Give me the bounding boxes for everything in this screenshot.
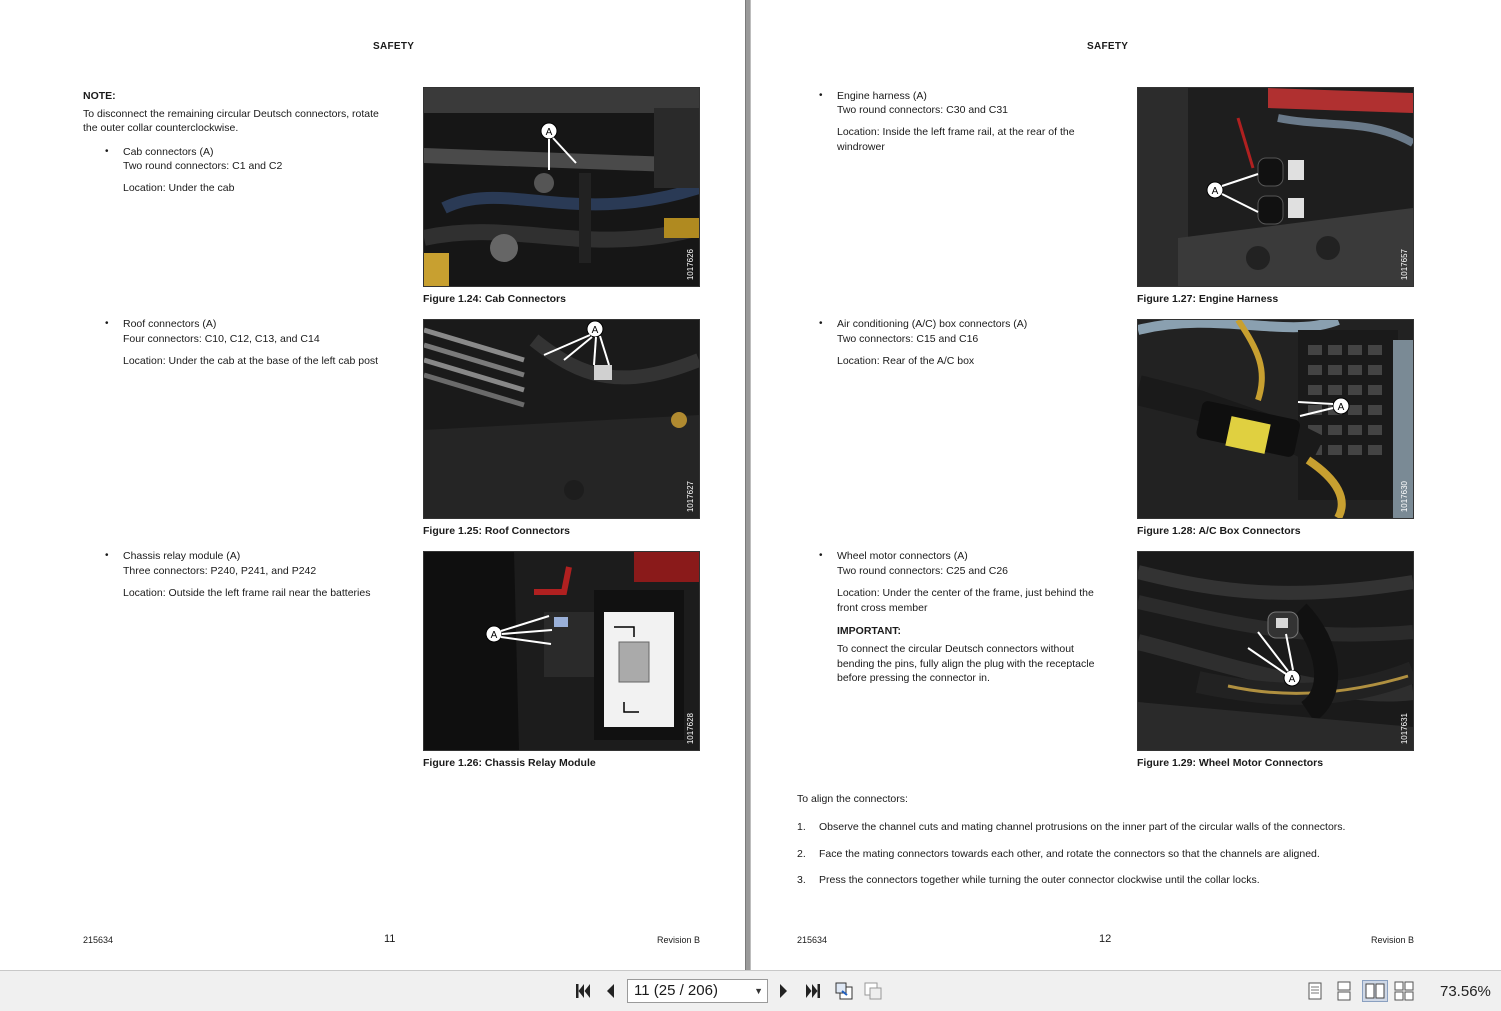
first-page-icon bbox=[574, 982, 592, 1000]
page-number: 11 bbox=[384, 933, 396, 945]
footer-doc-number: 215634 bbox=[83, 935, 114, 945]
item-location: Location: Outside the left frame rail near the batteries bbox=[123, 587, 371, 599]
item-detail: Four connectors: C10, C12, C13, and C14 bbox=[123, 333, 320, 345]
figure-id: 1017627 bbox=[686, 480, 695, 512]
dropdown-arrow-icon: ▼ bbox=[754, 986, 763, 996]
footer-doc-number: 215634 bbox=[797, 935, 828, 945]
continuous-facing-icon bbox=[1394, 981, 1414, 1001]
previous-page-button[interactable] bbox=[599, 980, 621, 1002]
callout-text: A bbox=[490, 630, 498, 641]
step-number: 3. bbox=[797, 874, 806, 886]
important-line: before pressing the connector in. bbox=[837, 672, 990, 684]
item-title: Engine harness (A) bbox=[837, 90, 927, 102]
callout-text: A bbox=[545, 127, 553, 138]
first-page-button[interactable] bbox=[572, 980, 594, 1002]
important-line: To connect the circular Deutsch connectors without bbox=[837, 643, 1074, 655]
note-line: To disconnect the remaining circular Deutsch connectors, rotate bbox=[83, 108, 379, 120]
next-view-button[interactable] bbox=[862, 980, 884, 1002]
left-page bbox=[0, 0, 745, 970]
figure-roof-connectors bbox=[423, 319, 700, 519]
step-number: 2. bbox=[797, 848, 806, 860]
next-page-icon bbox=[776, 982, 792, 1000]
bullet: • bbox=[105, 550, 109, 561]
figure-caption: Figure 1.29: Wheel Motor Connectors bbox=[1137, 757, 1324, 769]
page-number-value: 11 (25 / 206) bbox=[634, 982, 718, 999]
last-page-icon bbox=[804, 982, 822, 1000]
item-detail: Two round connectors: C30 and C31 bbox=[837, 104, 1009, 116]
bullet: • bbox=[819, 550, 823, 561]
single-page-view-button[interactable] bbox=[1304, 980, 1326, 1002]
facing-view-button[interactable] bbox=[1362, 980, 1388, 1002]
right-page bbox=[751, 0, 1501, 970]
item-title: Wheel motor connectors (A) bbox=[837, 550, 968, 562]
step-text: Observe the channel cuts and mating channel protrusions on the inner part of the circular walls of the connectors. bbox=[819, 821, 1346, 833]
wheel-motor-photo bbox=[1138, 552, 1413, 750]
previous-view-button[interactable] bbox=[833, 980, 855, 1002]
figure-chassis-relay-module bbox=[423, 551, 700, 751]
continuous-facing-view-button[interactable] bbox=[1393, 980, 1415, 1002]
figure-ac-box-connectors bbox=[1137, 319, 1414, 519]
item-detail: Two connectors: C15 and C16 bbox=[837, 333, 979, 345]
bullet: • bbox=[105, 146, 109, 157]
step-text: Press the connectors together while turning the outer connector clockwise until the collar locks. bbox=[819, 874, 1260, 886]
figure-id: 1017631 bbox=[1400, 712, 1409, 744]
last-page-button[interactable] bbox=[802, 980, 824, 1002]
item-location: front cross member bbox=[837, 602, 928, 614]
zoom-level[interactable]: 73.56% bbox=[1440, 983, 1491, 1000]
align-intro: To align the connectors: bbox=[797, 793, 908, 805]
item-title: Roof connectors (A) bbox=[123, 318, 217, 330]
next-view-icon bbox=[863, 981, 883, 1001]
figure-wheel-motor-connectors bbox=[1137, 551, 1414, 751]
continuous-view-button[interactable] bbox=[1333, 980, 1355, 1002]
facing-icon bbox=[1365, 982, 1385, 1000]
item-location: Location: Under the cab at the base of the left cab post bbox=[123, 355, 379, 367]
figure-cab-connectors bbox=[423, 87, 700, 287]
item-detail: Three connectors: P240, P241, and P242 bbox=[123, 565, 317, 577]
ac-box-photo bbox=[1138, 320, 1413, 518]
item-detail: Two round connectors: C1 and C2 bbox=[123, 160, 283, 172]
figure-engine-harness bbox=[1137, 87, 1414, 287]
figure-id: 1017626 bbox=[686, 248, 695, 280]
cab-connectors-photo bbox=[424, 88, 699, 286]
next-page-button[interactable] bbox=[773, 980, 795, 1002]
callout-text: A bbox=[1337, 402, 1345, 413]
item-title: Cab connectors (A) bbox=[123, 146, 214, 158]
single-page-icon bbox=[1307, 981, 1323, 1001]
engine-harness-photo bbox=[1138, 88, 1413, 286]
viewer-toolbar bbox=[0, 970, 1501, 1011]
note-line: the outer collar counterclockwise. bbox=[83, 122, 239, 134]
callout-text: A bbox=[591, 325, 599, 336]
important-label: IMPORTANT: bbox=[837, 625, 901, 637]
item-location: Location: Rear of the A/C box bbox=[837, 355, 975, 367]
callout-text: A bbox=[1211, 186, 1219, 197]
step-number: 1. bbox=[797, 821, 806, 833]
previous-view-icon bbox=[834, 981, 854, 1001]
figure-caption: Figure 1.24: Cab Connectors bbox=[423, 293, 566, 305]
figure-caption: Figure 1.27: Engine Harness bbox=[1137, 293, 1279, 305]
figure-caption: Figure 1.28: A/C Box Connectors bbox=[1137, 525, 1301, 537]
bullet: • bbox=[105, 318, 109, 329]
important-line: bending the pins, fully align the plug with the receptacle bbox=[837, 658, 1095, 670]
bullet: • bbox=[819, 90, 823, 101]
chassis-relay-photo bbox=[424, 552, 699, 750]
item-detail: Two round connectors: C25 and C26 bbox=[837, 565, 1009, 577]
figure-id: 1017630 bbox=[1400, 480, 1409, 512]
page-number: 12 bbox=[1099, 933, 1112, 945]
page-header: SAFETY bbox=[373, 41, 415, 52]
roof-connectors-photo bbox=[424, 320, 699, 518]
figure-caption: Figure 1.26: Chassis Relay Module bbox=[423, 757, 596, 769]
page-number-field[interactable] bbox=[627, 979, 768, 1003]
item-location: Location: Under the cab bbox=[123, 182, 235, 194]
item-location: windrower bbox=[837, 141, 885, 153]
figure-id: 1017657 bbox=[1400, 248, 1409, 280]
figure-id: 1017628 bbox=[686, 712, 695, 744]
callout-text: A bbox=[1288, 674, 1296, 685]
bullet: • bbox=[819, 318, 823, 329]
continuous-icon bbox=[1336, 981, 1352, 1001]
note-label: NOTE: bbox=[83, 90, 116, 102]
item-title: Air conditioning (A/C) box connectors (A) bbox=[837, 318, 1028, 330]
page-header: SAFETY bbox=[1087, 41, 1129, 52]
item-title: Chassis relay module (A) bbox=[123, 550, 241, 562]
figure-caption: Figure 1.25: Roof Connectors bbox=[423, 525, 571, 537]
item-location: Location: Inside the left frame rail, at the rear of the bbox=[837, 126, 1075, 138]
footer-revision: Revision B bbox=[657, 935, 701, 945]
item-location: Location: Under the center of the frame, just behind the bbox=[837, 587, 1094, 599]
footer-revision: Revision B bbox=[1371, 935, 1415, 945]
previous-page-icon bbox=[602, 982, 618, 1000]
step-text: Face the mating connectors towards each other, and rotate the connectors so that the channels are aligned. bbox=[819, 848, 1320, 860]
